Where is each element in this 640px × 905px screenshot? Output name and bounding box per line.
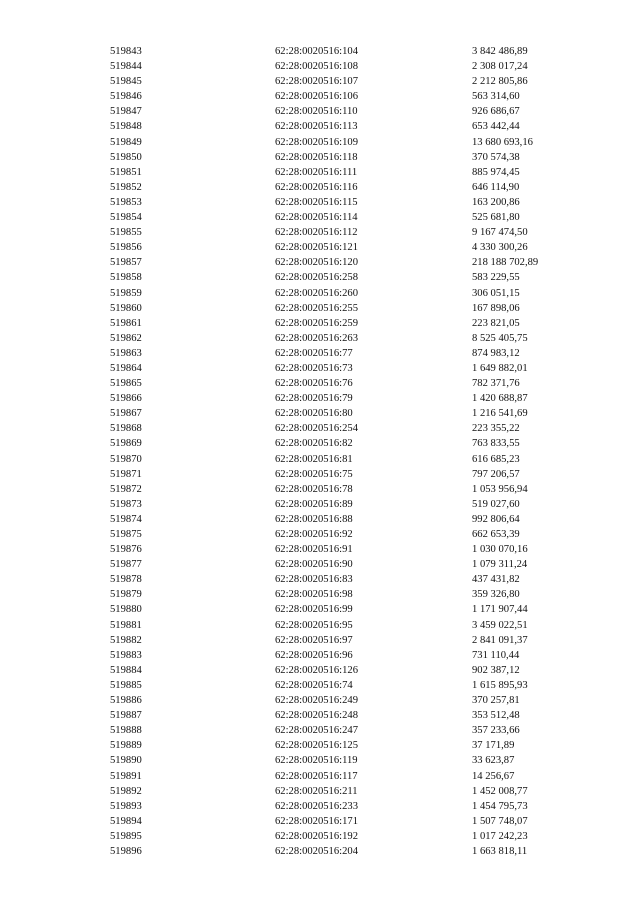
cadastral-value-cell: 1 216 541,69 [472, 408, 528, 420]
table-row [0, 270, 640, 285]
row-number-cell: 519853 [110, 196, 142, 208]
table-row [0, 406, 640, 421]
row-number-cell: 519868 [110, 423, 142, 435]
row-number-cell: 519858 [110, 272, 142, 284]
row-number-cell: 519874 [110, 513, 142, 525]
row-number-cell: 519854 [110, 212, 142, 224]
cadastral-value-cell: 3 842 486,89 [472, 46, 528, 57]
cadastral-value-cell: 37 171,89 [472, 740, 515, 752]
table-row [0, 44, 640, 59]
row-number-cell: 519876 [110, 544, 142, 556]
row-number-cell: 519869 [110, 438, 142, 450]
table-row [0, 648, 640, 663]
row-number-cell: 519862 [110, 332, 142, 344]
row-number-cell: 519866 [110, 393, 142, 405]
cadastral-number-cell: 62:28:0020516:99 [275, 604, 353, 616]
cadastral-value-cell: 1 452 008,77 [472, 785, 528, 797]
cadastral-value-cell: 1 171 907,44 [472, 604, 528, 616]
cadastral-number-cell: 62:28:0020516:82 [275, 438, 353, 450]
cadastral-number-cell: 62:28:0020516:254 [275, 423, 358, 435]
cadastral-number-cell: 62:28:0020516:115 [275, 196, 358, 208]
cadastral-number-cell: 62:28:0020516:116 [275, 181, 358, 193]
cadastral-value-cell: 731 110,44 [472, 649, 520, 661]
cadastral-value-cell: 9 167 474,50 [472, 227, 528, 239]
table-row [0, 602, 640, 617]
cadastral-number-cell: 62:28:0020516:120 [275, 257, 358, 269]
row-number-cell: 519890 [110, 755, 142, 767]
cadastral-value-cell: 223 821,05 [472, 317, 520, 329]
row-number-cell: 519886 [110, 695, 142, 707]
row-number-cell: 519882 [110, 634, 142, 646]
row-number-cell: 519877 [110, 559, 142, 571]
cadastral-value-cell: 1 030 070,16 [472, 544, 528, 556]
cadastral-value-cell: 1 649 882,01 [472, 362, 528, 374]
row-number-cell: 519861 [110, 317, 142, 329]
cadastral-value-cell: 1 017 242,23 [472, 830, 528, 842]
row-number-cell: 519857 [110, 257, 142, 269]
row-number-cell: 519855 [110, 227, 142, 239]
row-number-cell: 519845 [110, 76, 142, 88]
cadastral-value-cell: 1 420 688,87 [472, 393, 528, 405]
cadastral-number-cell: 62:28:0020516:125 [275, 740, 358, 752]
cadastral-value-cell: 653 442,44 [472, 121, 520, 133]
table-row [0, 74, 640, 89]
row-number-cell: 519891 [110, 770, 142, 782]
cadastral-number-cell: 62:28:0020516:106 [275, 91, 358, 103]
table-row [0, 482, 640, 497]
cadastral-number-cell: 62:28:0020516:111 [275, 166, 358, 178]
row-number-cell: 519843 [110, 46, 142, 57]
row-number-cell: 519873 [110, 498, 142, 510]
row-number-cell: 519859 [110, 287, 142, 299]
table-row [0, 150, 640, 165]
table-row [0, 452, 640, 467]
cadastral-number-cell: 62:28:0020516:91 [275, 544, 353, 556]
cadastral-value-cell: 992 806,64 [472, 513, 520, 525]
table-row [0, 512, 640, 527]
cadastral-value-cell: 902 387,12 [472, 664, 520, 676]
cadastral-number-cell: 62:28:0020516:109 [275, 136, 358, 148]
table-row [0, 678, 640, 693]
row-number-cell: 519878 [110, 574, 142, 586]
cadastral-number-cell: 62:28:0020516:121 [275, 242, 358, 254]
table-row [0, 844, 640, 859]
cadastral-value-cell: 782 371,76 [472, 378, 520, 390]
table-row [0, 59, 640, 74]
cadastral-number-cell: 62:28:0020516:95 [275, 619, 353, 631]
cadastral-value-cell: 359 326,80 [472, 589, 520, 601]
cadastral-number-cell: 62:28:0020516:126 [275, 664, 358, 676]
table-row [0, 391, 640, 406]
table-row [0, 135, 640, 150]
cadastral-value-cell: 163 200,86 [472, 196, 520, 208]
cadastral-value-cell: 167 898,06 [472, 302, 520, 314]
row-number-cell: 519863 [110, 347, 142, 359]
table-row [0, 814, 640, 829]
cadastral-number-cell: 62:28:0020516:75 [275, 468, 353, 480]
cadastral-value-cell: 2 841 091,37 [472, 634, 528, 646]
table-row [0, 286, 640, 301]
cadastral-number-cell: 62:28:0020516:211 [275, 785, 358, 797]
cadastral-value-cell: 662 653,39 [472, 529, 520, 540]
table-row [0, 255, 640, 270]
row-number-cell: 519852 [110, 181, 142, 193]
cadastral-number-cell: 62:28:0020516:113 [275, 121, 358, 133]
table-row [0, 618, 640, 633]
cadastral-value-cell: 885 974,45 [472, 166, 520, 178]
cadastral-number-cell: 62:28:0020516:104 [275, 46, 358, 57]
table-row [0, 436, 640, 451]
table-row [0, 633, 640, 648]
table-row [0, 376, 640, 391]
table-row [0, 346, 640, 361]
cadastral-number-cell: 62:28:0020516:89 [275, 498, 353, 510]
cadastral-number-cell: 62:28:0020516:204 [275, 845, 358, 857]
table-row [0, 89, 640, 104]
table-row [0, 195, 640, 210]
row-number-cell: 519867 [110, 408, 142, 420]
table-row [0, 210, 640, 225]
cadastral-value-cell: 583 229,55 [472, 272, 520, 284]
table-row [0, 240, 640, 255]
row-number-cell: 519884 [110, 664, 142, 676]
table-row [0, 693, 640, 708]
table-row [0, 587, 640, 602]
cadastral-value-cell: 763 833,55 [472, 438, 520, 450]
cadastral-number-cell: 62:28:0020516:247 [275, 725, 358, 737]
cadastral-value-cell: 874 983,12 [472, 347, 520, 359]
row-number-cell: 519892 [110, 785, 142, 797]
cadastral-value-cell: 2 308 017,24 [472, 61, 528, 73]
row-number-cell: 519872 [110, 483, 142, 495]
row-number-cell: 519880 [110, 604, 142, 616]
cadastral-value-cell: 519 027,60 [472, 498, 520, 510]
table-row [0, 165, 640, 180]
cadastral-number-cell: 62:28:0020516:73 [275, 362, 353, 374]
cadastral-value-cell: 1 507 748,07 [472, 815, 528, 827]
cadastral-number-cell: 62:28:0020516:77 [275, 347, 353, 359]
row-number-cell: 519847 [110, 106, 142, 118]
row-number-cell: 519881 [110, 619, 142, 631]
table-row [0, 572, 640, 587]
cadastral-value-cell: 1 454 795,73 [472, 800, 528, 812]
table-row [0, 527, 640, 542]
cadastral-value-cell: 797 206,57 [472, 468, 520, 480]
table-row [0, 799, 640, 814]
cadastral-value-table [0, 44, 640, 859]
row-number-cell: 519871 [110, 468, 142, 480]
row-number-cell: 519888 [110, 725, 142, 737]
table-row [0, 708, 640, 723]
row-number-cell: 519889 [110, 740, 142, 752]
row-number-cell: 519887 [110, 710, 142, 722]
cadastral-value-cell: 357 233,66 [472, 725, 520, 737]
row-number-cell: 519851 [110, 166, 142, 178]
cadastral-number-cell: 62:28:0020516:81 [275, 453, 353, 465]
row-number-cell: 519865 [110, 378, 142, 390]
cadastral-number-cell: 62:28:0020516:171 [275, 815, 358, 827]
table-row [0, 361, 640, 376]
table-row [0, 738, 640, 753]
cadastral-value-cell: 1 615 895,93 [472, 679, 528, 691]
cadastral-value-cell: 646 114,90 [472, 181, 520, 193]
cadastral-value-cell: 306 051,15 [472, 287, 520, 299]
cadastral-value-cell: 4 330 300,26 [472, 242, 528, 254]
table-row [0, 723, 640, 738]
cadastral-number-cell: 62:28:0020516:117 [275, 770, 358, 782]
cadastral-number-cell: 62:28:0020516:259 [275, 317, 358, 329]
cadastral-value-cell: 563 314,60 [472, 91, 520, 103]
cadastral-number-cell: 62:28:0020516:96 [275, 649, 353, 661]
cadastral-value-cell: 1 079 311,24 [472, 559, 528, 571]
cadastral-number-cell: 62:28:0020516:88 [275, 513, 353, 525]
cadastral-number-cell: 62:28:0020516:97 [275, 634, 353, 646]
cadastral-number-cell: 62:28:0020516:118 [275, 151, 358, 163]
table-row [0, 497, 640, 512]
cadastral-number-cell: 62:28:0020516:78 [275, 483, 353, 495]
cadastral-number-cell: 62:28:0020516:112 [275, 227, 358, 239]
cadastral-number-cell: 62:28:0020516:79 [275, 393, 353, 405]
cadastral-value-cell: 926 686,67 [472, 106, 520, 118]
cadastral-number-cell: 62:28:0020516:90 [275, 559, 353, 571]
row-number-cell: 519883 [110, 649, 142, 661]
cadastral-number-cell: 62:28:0020516:260 [275, 287, 358, 299]
table-row [0, 421, 640, 436]
cadastral-value-cell: 218 188 702,89 [472, 257, 539, 269]
table-row [0, 557, 640, 572]
table-row [0, 180, 640, 195]
cadastral-number-cell: 62:28:0020516:80 [275, 408, 353, 420]
row-number-cell: 519885 [110, 679, 142, 691]
cadastral-number-cell: 62:28:0020516:114 [275, 212, 358, 224]
cadastral-value-cell: 223 355,22 [472, 423, 520, 435]
cadastral-number-cell: 62:28:0020516:76 [275, 378, 353, 390]
table-row [0, 225, 640, 240]
cadastral-number-cell: 62:28:0020516:248 [275, 710, 358, 722]
table-row [0, 542, 640, 557]
table-row [0, 829, 640, 844]
cadastral-number-cell: 62:28:0020516:107 [275, 76, 358, 88]
cadastral-value-cell: 370 257,81 [472, 695, 520, 707]
table-row [0, 663, 640, 678]
table-row [0, 119, 640, 134]
row-number-cell: 519846 [110, 91, 142, 103]
row-number-cell: 519894 [110, 815, 142, 827]
cadastral-number-cell: 62:28:0020516:249 [275, 695, 358, 707]
cadastral-value-cell: 13 680 693,16 [472, 136, 533, 148]
row-number-cell: 519849 [110, 136, 142, 148]
table-row [0, 753, 640, 768]
cadastral-number-cell: 62:28:0020516:258 [275, 272, 358, 284]
row-number-cell: 519896 [110, 845, 142, 857]
table-row [0, 331, 640, 346]
row-number-cell: 519850 [110, 151, 142, 163]
cadastral-number-cell: 62:28:0020516:108 [275, 61, 358, 73]
cadastral-number-cell: 62:28:0020516:192 [275, 830, 358, 842]
cadastral-value-cell: 14 256,67 [472, 770, 515, 782]
row-number-cell: 519893 [110, 800, 142, 812]
row-number-cell: 519864 [110, 362, 142, 374]
row-number-cell: 519848 [110, 121, 142, 133]
row-number-cell: 519875 [110, 529, 142, 540]
cadastral-number-cell: 62:28:0020516:92 [275, 529, 353, 540]
cadastral-number-cell: 62:28:0020516:263 [275, 332, 358, 344]
row-number-cell: 519860 [110, 302, 142, 314]
cadastral-number-cell: 62:28:0020516:74 [275, 679, 353, 691]
row-number-cell: 519856 [110, 242, 142, 254]
cadastral-value-cell: 353 512,48 [472, 710, 520, 722]
row-number-cell: 519844 [110, 61, 142, 73]
cadastral-value-cell: 1 663 818,11 [472, 845, 528, 857]
cadastral-value-cell: 437 431,82 [472, 574, 520, 586]
table-row [0, 784, 640, 799]
table-row [0, 301, 640, 316]
cadastral-value-cell: 3 459 022,51 [472, 619, 528, 631]
cadastral-number-cell: 62:28:0020516:110 [275, 106, 358, 118]
cadastral-value-cell: 8 525 405,75 [472, 332, 528, 344]
table-row [0, 316, 640, 331]
cadastral-value-cell: 370 574,38 [472, 151, 520, 163]
cadastral-number-cell: 62:28:0020516:98 [275, 589, 353, 601]
table-row [0, 104, 640, 119]
table-row [0, 467, 640, 482]
row-number-cell: 519879 [110, 589, 142, 601]
cadastral-value-cell: 1 053 956,94 [472, 483, 528, 495]
cadastral-number-cell: 62:28:0020516:119 [275, 755, 358, 767]
cadastral-value-cell: 616 685,23 [472, 453, 520, 465]
cadastral-value-cell: 2 212 805,86 [472, 76, 528, 88]
cadastral-number-cell: 62:28:0020516:233 [275, 800, 358, 812]
row-number-cell: 519870 [110, 453, 142, 465]
table-row [0, 769, 640, 784]
cadastral-value-cell: 33 623,87 [472, 755, 515, 767]
row-number-cell: 519895 [110, 830, 142, 842]
cadastral-number-cell: 62:28:0020516:255 [275, 302, 358, 314]
cadastral-number-cell: 62:28:0020516:83 [275, 574, 353, 586]
cadastral-value-cell: 525 681,80 [472, 212, 520, 224]
